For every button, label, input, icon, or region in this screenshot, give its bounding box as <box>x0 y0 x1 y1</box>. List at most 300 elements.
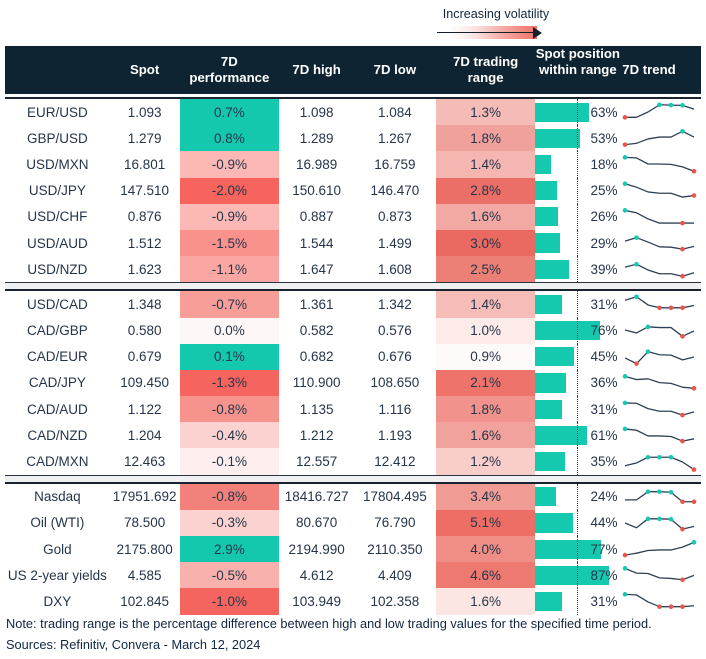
trend-low-dot <box>657 605 662 610</box>
table-row <box>5 484 701 510</box>
table-row <box>5 151 701 177</box>
trend-high-dot <box>646 489 651 494</box>
range-midline <box>577 448 578 474</box>
trend-high-dot <box>623 566 628 571</box>
performance-cell: -0.8% <box>180 484 280 510</box>
performance-cell: -0.1% <box>180 448 280 474</box>
trend-low-dot <box>680 578 685 583</box>
instrument-label: Nasdaq <box>34 489 81 505</box>
trend-sparkline <box>622 485 697 509</box>
trend-cell <box>620 100 701 124</box>
position-bar <box>535 295 561 314</box>
instrument-label: CAD/EUR <box>26 349 88 365</box>
trend-sparkline <box>622 257 697 281</box>
trend-cell <box>620 231 701 255</box>
spot-position-cell <box>535 151 620 177</box>
table-row <box>5 396 701 422</box>
performance-cell: -0.9% <box>180 151 280 177</box>
table-row <box>5 448 701 474</box>
table-row <box>5 370 701 396</box>
trend-cell <box>620 511 701 535</box>
high-value: 16.989 <box>295 156 338 172</box>
position-percent-label: 31% <box>590 296 618 312</box>
trend-cell <box>620 485 701 509</box>
trend-sparkline <box>622 292 697 316</box>
instrument-label: CAD/AUD <box>26 401 88 417</box>
trend-low-dot <box>692 499 697 504</box>
table-body <box>5 99 701 615</box>
position-percent-label: 35% <box>590 454 618 470</box>
position-bar <box>535 400 561 419</box>
position-bar <box>535 452 565 471</box>
spot-value: 109.450 <box>120 375 169 391</box>
high-value: 2194.990 <box>288 541 345 557</box>
performance-cell: -0.5% <box>180 562 280 588</box>
spot-position-cell <box>535 99 620 125</box>
spot-value: 1.279 <box>127 130 162 146</box>
trend-sparkline <box>622 152 697 176</box>
column-header-spot: Spot <box>129 62 160 78</box>
performance-cell: 2.9% <box>180 536 280 562</box>
spot-value: 0.679 <box>127 349 162 365</box>
range-midline <box>577 151 578 177</box>
trend-low-dot <box>680 527 685 532</box>
low-value: 1.084 <box>377 104 412 120</box>
trend-high-dot <box>657 516 662 521</box>
position-percent-label: 76% <box>590 323 618 339</box>
arrow-right-icon <box>533 27 542 39</box>
trading-range-cell: 2.8% <box>436 178 536 204</box>
trend-high-dot <box>680 129 685 134</box>
trend-high-dot <box>669 517 674 522</box>
spot-position-cell <box>535 318 620 344</box>
low-value: 12.412 <box>374 454 416 470</box>
instrument-label: DXY <box>43 593 72 609</box>
trend-low-dot <box>680 247 685 252</box>
trend-high-dot <box>623 401 628 406</box>
spot-value: 16.801 <box>123 156 166 172</box>
spot-value: 1.512 <box>127 235 162 251</box>
spot-value: 17951.692 <box>112 489 177 505</box>
range-midline <box>577 396 578 422</box>
trading-range-cell: 1.6% <box>436 422 536 448</box>
trend-low-dot <box>669 605 674 610</box>
spot-position-cell <box>535 536 620 562</box>
table-row <box>5 291 701 317</box>
performance-cell: -1.5% <box>180 230 280 256</box>
high-value: 12.557 <box>295 454 338 470</box>
spot-value: 4.585 <box>127 567 162 583</box>
trend-low-dot <box>680 221 685 226</box>
trend-high-dot <box>657 103 662 108</box>
spot-value: 0.580 <box>127 323 162 339</box>
table-row <box>5 204 701 230</box>
instrument-label: USD/JPY <box>28 183 86 199</box>
trend-low-dot <box>692 193 697 198</box>
high-value: 1.098 <box>299 104 334 120</box>
spot-position-cell <box>535 344 620 370</box>
instrument-label: USD/CHF <box>27 209 88 225</box>
trend-low-dot <box>634 361 639 366</box>
instrument-label: USD/MXN <box>26 156 89 172</box>
trading-range-cell: 1.6% <box>436 588 536 614</box>
instrument-label: Gold <box>43 541 72 557</box>
trend-low-dot <box>680 413 685 418</box>
spot-position-cell <box>535 562 620 588</box>
position-percent-label: 77% <box>590 541 618 557</box>
position-percent-label: 53% <box>590 130 618 146</box>
performance-cell: 0.7% <box>180 99 280 125</box>
instrument-label: US 2-year yields <box>7 567 107 583</box>
table-row <box>5 99 701 125</box>
high-value: 0.682 <box>299 349 334 365</box>
trend-sparkline <box>622 345 697 369</box>
position-percent-label: 24% <box>590 489 618 505</box>
trend-cell <box>620 152 701 176</box>
column-header-perf: 7D performance <box>189 54 270 85</box>
range-midline <box>577 562 578 588</box>
trading-range-cell: 1.3% <box>436 99 536 125</box>
range-midline <box>577 230 578 256</box>
position-bar <box>535 207 557 226</box>
trading-range-cell: 3.0% <box>436 230 536 256</box>
low-value: 4.409 <box>377 567 412 583</box>
trend-cell <box>620 423 701 447</box>
trading-range-cell: 0.9% <box>436 344 536 370</box>
performance-cell: -1.1% <box>180 256 280 282</box>
range-midline <box>577 536 578 562</box>
trend-high-dot <box>646 324 651 329</box>
trend-high-dot <box>669 103 674 108</box>
trend-high-dot <box>669 490 674 495</box>
spot-position-cell <box>535 256 620 282</box>
instrument-label: CAD/GBP <box>26 323 88 339</box>
arrow-line <box>437 32 537 34</box>
performance-cell: 0.0% <box>180 318 280 344</box>
trend-low-dot <box>692 467 697 472</box>
table-row <box>5 344 701 370</box>
trend-sparkline <box>622 511 697 535</box>
column-header-range: 7D trading range <box>453 54 519 85</box>
spot-position-cell <box>535 448 620 474</box>
position-bar <box>535 233 560 252</box>
trading-range-cell: 4.0% <box>436 536 536 562</box>
high-value: 110.900 <box>292 375 341 391</box>
position-bar <box>535 426 587 445</box>
table-group-2 <box>5 291 701 474</box>
trend-cell <box>620 319 701 343</box>
position-percent-label: 44% <box>590 515 618 531</box>
performance-cell: -0.4% <box>180 422 280 448</box>
position-bar <box>535 155 550 174</box>
position-percent-label: 31% <box>590 593 618 609</box>
trend-sparkline <box>622 231 697 255</box>
spot-value: 147.510 <box>120 183 169 199</box>
position-bar <box>535 181 556 200</box>
low-value: 102.358 <box>370 593 420 609</box>
spot-position-cell <box>535 484 620 510</box>
trading-range-cell: 2.1% <box>436 370 536 396</box>
trend-high-dot <box>623 427 628 432</box>
position-percent-label: 36% <box>590 375 618 391</box>
volatility-gradient-bar <box>449 26 537 39</box>
spot-value: 1.348 <box>127 296 162 312</box>
spot-position-cell <box>535 178 620 204</box>
high-value: 4.612 <box>299 567 334 583</box>
performance-cell: -2.0% <box>180 178 280 204</box>
trend-cell <box>620 397 701 421</box>
low-value: 76.790 <box>374 515 416 531</box>
performance-cell: -1.3% <box>180 370 280 396</box>
low-value: 1.608 <box>377 261 412 277</box>
low-value: 0.576 <box>377 323 412 339</box>
trend-high-dot <box>634 262 639 267</box>
low-value: 16.759 <box>374 156 416 172</box>
high-value: 1.361 <box>299 296 334 312</box>
position-percent-label: 29% <box>590 235 618 251</box>
range-midline <box>577 256 578 282</box>
range-midline <box>577 510 578 536</box>
spot-position-cell <box>535 422 620 448</box>
trend-high-dot <box>634 295 639 300</box>
column-header-trend: 7D trend <box>622 62 676 78</box>
trend-high-dot <box>657 454 662 459</box>
high-value: 1.544 <box>299 235 334 251</box>
high-value: 0.582 <box>299 323 334 339</box>
instrument-label: CAD/JPY <box>28 375 86 391</box>
range-midline <box>577 484 578 510</box>
trend-high-dot <box>623 374 628 379</box>
trend-cell <box>620 589 701 613</box>
trend-high-dot <box>623 208 628 213</box>
trend-high-dot <box>669 454 674 459</box>
instrument-label: CAD/NZD <box>27 427 88 443</box>
trend-sparkline <box>622 126 697 150</box>
table-row <box>5 510 701 536</box>
low-value: 2110.350 <box>367 541 423 557</box>
high-value: 103.949 <box>292 593 342 609</box>
position-percent-label: 87% <box>590 567 618 583</box>
trend-high-dot <box>646 349 651 354</box>
low-value: 1.499 <box>377 235 412 251</box>
range-midline <box>577 125 578 151</box>
low-value: 1.116 <box>378 401 412 417</box>
trend-high-dot <box>623 181 628 186</box>
trend-sparkline <box>622 423 697 447</box>
trend-high-dot <box>646 516 651 521</box>
instrument-label: USD/CAD <box>26 296 88 312</box>
trend-sparkline <box>622 371 697 395</box>
table-row <box>5 318 701 344</box>
position-percent-label: 18% <box>590 156 618 172</box>
spot-value: 12.463 <box>123 454 166 470</box>
range-midline <box>577 318 578 344</box>
group-separator <box>5 475 701 484</box>
performance-cell: -1.0% <box>180 588 280 614</box>
table-group-1 <box>5 99 701 282</box>
trend-cell <box>620 563 701 587</box>
position-bar <box>535 513 572 532</box>
position-percent-label: 61% <box>590 427 618 443</box>
instrument-label: CAD/MXN <box>26 454 89 470</box>
trend-cell <box>620 537 701 561</box>
table-row <box>5 422 701 448</box>
trend-sparkline <box>622 397 697 421</box>
position-bar <box>535 487 555 506</box>
spot-value: 2175.800 <box>116 541 173 557</box>
position-bar <box>535 103 589 122</box>
position-percent-label: 31% <box>590 401 618 417</box>
column-header-low: 7D low <box>373 62 417 78</box>
table-group-3 <box>5 484 701 615</box>
position-bar <box>535 129 580 148</box>
instrument-label: GBP/USD <box>26 130 88 146</box>
trend-low-dot <box>623 115 628 120</box>
sources-text: Sources: Refinitiv, Convera - March 12, 2024 <box>6 637 261 652</box>
performance-cell: -0.8% <box>180 396 280 422</box>
trend-sparkline <box>622 100 697 124</box>
spot-position-cell <box>535 291 620 317</box>
low-value: 1.193 <box>377 427 412 443</box>
low-value: 146.470 <box>370 183 420 199</box>
table-row <box>5 588 701 614</box>
trading-range-cell: 5.1% <box>436 510 536 536</box>
trend-low-dot <box>680 334 685 339</box>
low-value: 0.676 <box>377 349 412 365</box>
high-value: 0.887 <box>299 209 334 225</box>
instrument-label: USD/AUD <box>26 235 88 251</box>
spot-value: 78.500 <box>123 515 166 531</box>
spot-value: 102.845 <box>120 593 169 609</box>
trend-sparkline <box>622 179 697 203</box>
table-row <box>5 562 701 588</box>
table-row <box>5 125 701 151</box>
trend-low-dot <box>623 553 628 558</box>
low-value: 17804.495 <box>362 489 427 505</box>
spot-position-cell <box>535 204 620 230</box>
position-percent-label: 39% <box>590 261 618 277</box>
trend-sparkline <box>622 563 697 587</box>
trend-low-dot <box>680 499 685 504</box>
spot-position-cell <box>535 396 620 422</box>
trading-range-cell: 2.5% <box>436 256 536 282</box>
table-header-row <box>5 46 701 94</box>
group-separator <box>5 282 701 291</box>
range-midline <box>577 370 578 396</box>
trend-cell <box>620 450 701 474</box>
trend-low-dot <box>680 274 685 279</box>
spot-value: 1.122 <box>127 401 162 417</box>
trend-cell <box>620 205 701 229</box>
spot-value: 1.623 <box>127 261 162 277</box>
high-value: 1.289 <box>299 130 334 146</box>
trading-range-cell: 1.8% <box>436 125 536 151</box>
spot-position-cell <box>535 125 620 151</box>
performance-cell: -0.3% <box>180 510 280 536</box>
trend-sparkline <box>622 589 697 613</box>
performance-cell: 0.1% <box>180 344 280 370</box>
trend-high-dot <box>623 593 628 598</box>
trend-low-dot <box>680 306 685 311</box>
trend-sparkline <box>622 205 697 229</box>
table-row <box>5 178 701 204</box>
fx-volatility-table <box>5 46 701 615</box>
position-bar <box>535 347 573 366</box>
high-value: 1.212 <box>299 427 334 443</box>
instrument-label: Oil (WTI) <box>30 515 85 531</box>
range-midline <box>577 422 578 448</box>
high-value: 80.670 <box>295 515 338 531</box>
performance-cell: -0.7% <box>180 291 280 317</box>
trading-range-cell: 1.0% <box>436 318 536 344</box>
range-midline <box>577 178 578 204</box>
spot-value: 0.876 <box>127 209 162 225</box>
range-midline <box>577 344 578 370</box>
trend-low-dot <box>680 439 685 444</box>
low-value: 108.650 <box>370 375 420 391</box>
trading-range-cell: 1.4% <box>436 151 536 177</box>
position-bar <box>535 373 566 392</box>
instrument-label: EUR/USD <box>26 104 88 120</box>
high-value: 1.135 <box>299 401 334 417</box>
note-text: Note: trading range is the percentage difference between high and low trading values for the specified time period. <box>6 616 652 631</box>
trend-cell <box>620 179 701 203</box>
trend-high-dot <box>692 540 697 545</box>
trend-high-dot <box>680 103 685 108</box>
table-row <box>5 256 701 282</box>
trend-low-dot <box>623 143 628 148</box>
high-value: 150.610 <box>292 183 342 199</box>
table-row <box>5 536 701 562</box>
position-percent-label: 26% <box>590 209 618 225</box>
spot-position-cell <box>535 510 620 536</box>
performance-cell: 0.8% <box>180 125 280 151</box>
trend-low-dot <box>692 169 697 174</box>
position-percent-label: 25% <box>590 183 618 199</box>
trading-range-cell: 1.2% <box>436 448 536 474</box>
trend-cell <box>620 345 701 369</box>
spot-value: 1.204 <box>127 427 162 443</box>
trend-low-dot <box>680 605 685 610</box>
high-value: 18416.727 <box>284 489 349 505</box>
range-midline <box>577 204 578 230</box>
performance-cell: -0.9% <box>180 204 280 230</box>
trading-range-cell: 4.6% <box>436 562 536 588</box>
trend-cell <box>620 257 701 281</box>
trend-sparkline <box>622 319 697 343</box>
trend-low-dot <box>692 386 697 391</box>
spot-position-cell <box>535 230 620 256</box>
trend-low-dot <box>669 306 674 311</box>
trading-range-cell: 1.6% <box>436 204 536 230</box>
low-value: 1.342 <box>377 296 412 312</box>
instrument-label: USD/NZD <box>27 261 88 277</box>
trend-high-dot <box>657 489 662 494</box>
volatility-legend <box>431 7 561 39</box>
table-row <box>5 230 701 256</box>
high-value: 1.647 <box>299 261 334 277</box>
column-header-pos: Spot position within range <box>535 46 620 77</box>
trading-range-cell: 3.4% <box>436 484 536 510</box>
trend-cell <box>620 371 701 395</box>
position-percent-label: 45% <box>590 349 618 365</box>
trading-range-cell: 1.8% <box>436 396 536 422</box>
range-midline <box>577 99 578 125</box>
range-midline <box>577 588 578 614</box>
trend-sparkline <box>622 537 697 561</box>
trend-low-dot <box>657 306 662 311</box>
trend-high-dot <box>646 454 651 459</box>
